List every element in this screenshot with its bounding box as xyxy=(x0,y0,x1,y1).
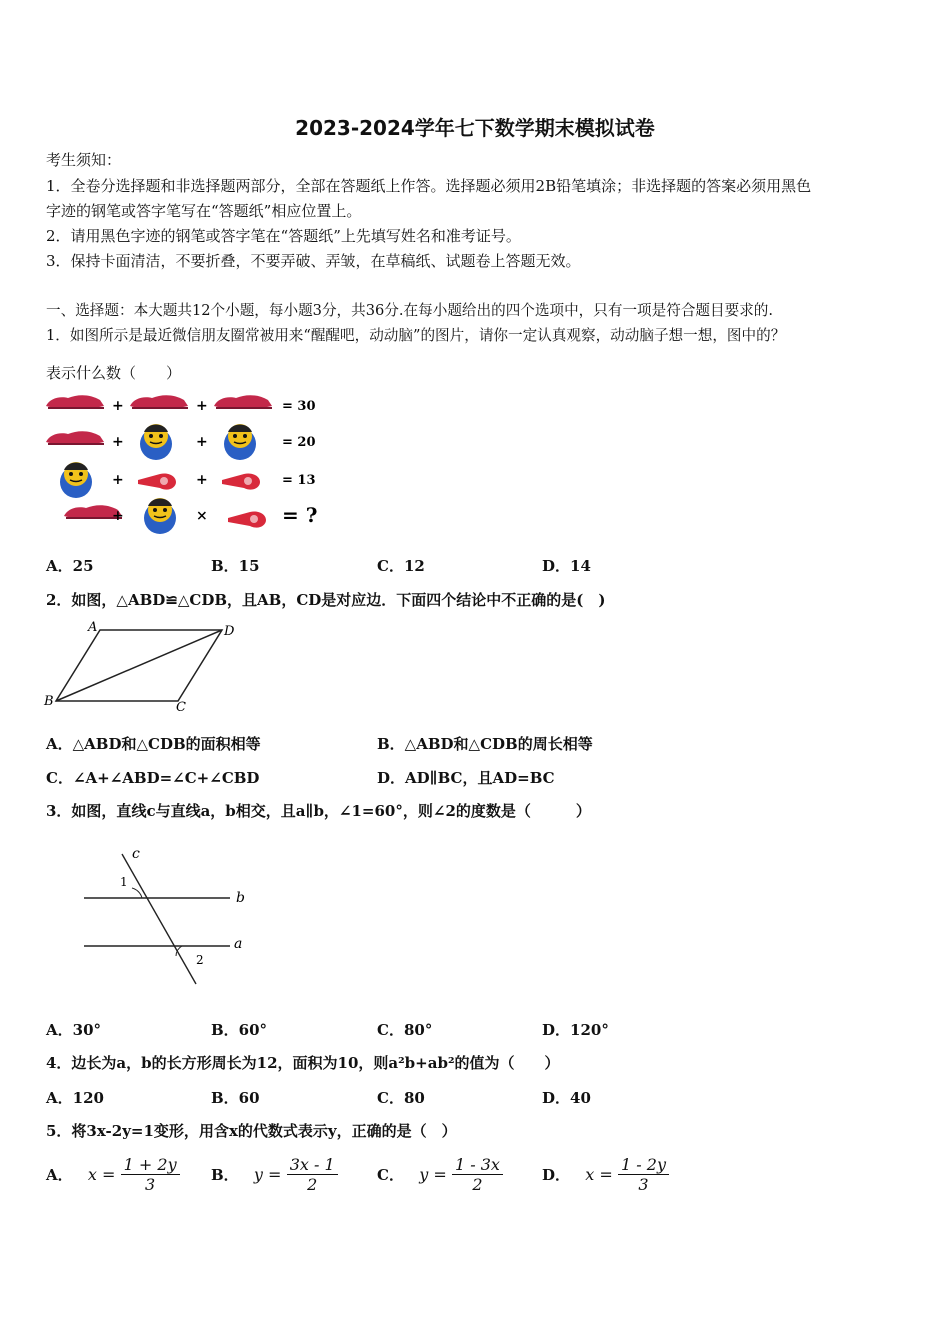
plus-sign: + xyxy=(112,472,124,488)
q3-option-d[interactable]: D．120° xyxy=(542,1021,609,1039)
notice-line-2: 2．请用黑色字迹的钢笔或答字笔在“答题纸”上先填写姓名和准考证号。 xyxy=(46,227,521,245)
q2-option-d[interactable]: D．AD∥BC，且AD=BC xyxy=(377,769,555,787)
q3-parallel-lines-figure xyxy=(70,840,270,990)
notice-line-1b: 字迹的钢笔或答字笔写在“答题纸”相应位置上。 xyxy=(46,202,362,220)
numerator: 1 - 3x xyxy=(452,1155,503,1175)
q4-option-d[interactable]: D．40 xyxy=(542,1089,591,1107)
q4-option-a[interactable]: A．120 xyxy=(46,1089,104,1107)
q2-stem: 2．如图，△ABD≌△CDB，且AB，CD是对应边．下面四个结论中不正确的是( ) xyxy=(46,591,606,609)
numerator: 1 + 2y xyxy=(121,1155,180,1175)
q1-option-c[interactable]: C．12 xyxy=(377,557,425,575)
q5-option-d[interactable] xyxy=(542,1155,669,1194)
q1-eq3-result: = 13 xyxy=(282,473,316,488)
q2-label-b: B xyxy=(44,694,54,709)
q5-option-d-fraction xyxy=(618,1155,669,1194)
q3-option-b[interactable]: B．60° xyxy=(211,1021,268,1039)
notice-line-3: 3．保持卡面清洁，不要折叠，不要弄破、弄皱，在草稿纸、试题卷上答题无效。 xyxy=(46,252,581,270)
notice-line-1a: 1．全卷分选择题和非选择题两部分，全部在答题纸上作答。选择题必须用2B铅笔填涂；非选择题的答案必须用黑色 xyxy=(46,177,812,195)
q4-stem: 4．边长为a，b的长方形周长为12，面积为10，则a²b+ab²的值为（ ） xyxy=(46,1054,560,1072)
q1-stem-b: 表示什么数（ ） xyxy=(46,364,182,382)
q1-eq1-result: = 30 xyxy=(282,399,316,414)
q5-option-b-lhs: y = xyxy=(253,1165,282,1184)
plus-sign: + xyxy=(112,508,124,524)
q5-option-b[interactable] xyxy=(211,1155,338,1194)
q2-parallelogram-figure xyxy=(40,615,250,715)
q3-stem: 3．如图，直线c与直线a，b相交，且a∥b，∠1=60°，则∠2的度数是（ ） xyxy=(46,802,591,820)
plus-sign: + xyxy=(196,434,208,450)
q5-option-b-letter: B． xyxy=(211,1166,239,1184)
q2-label-a: A xyxy=(88,620,98,635)
plus-sign: + xyxy=(112,434,124,450)
times-sign: × xyxy=(196,508,208,524)
q2-option-a[interactable]: A．△ABD和△CDB的面积相等 xyxy=(46,735,261,753)
q3-label-a: a xyxy=(234,936,243,952)
q1-puzzle-figure xyxy=(44,388,344,538)
q5-option-b-fraction xyxy=(287,1155,338,1194)
q1-eq4-result: = ? xyxy=(282,503,318,527)
q3-option-c[interactable]: C．80° xyxy=(377,1021,433,1039)
q5-option-a-fraction xyxy=(121,1155,180,1194)
q5-option-d-letter: D． xyxy=(542,1166,571,1184)
denominator: 3 xyxy=(638,1175,649,1194)
q4-option-b[interactable]: B．60 xyxy=(211,1089,260,1107)
q5-option-c-lhs: y = xyxy=(419,1165,447,1184)
q3-label-c: c xyxy=(132,846,140,862)
q2-option-c[interactable]: C．∠A+∠ABD=∠C+∠CBD xyxy=(46,769,260,787)
q1-option-d[interactable]: D．14 xyxy=(542,557,591,575)
q4-option-c[interactable]: C．80 xyxy=(377,1089,425,1107)
q1-option-a[interactable]: A．25 xyxy=(46,557,94,575)
q1-option-b[interactable]: B．15 xyxy=(211,557,260,575)
q3-label-one: 1 xyxy=(120,875,128,889)
q5-option-c-fraction xyxy=(452,1155,503,1194)
q2-label-d: D xyxy=(224,624,235,639)
denominator: 2 xyxy=(472,1175,483,1194)
q3-label-b: b xyxy=(236,890,245,906)
plus-sign: + xyxy=(112,398,124,414)
plus-sign: + xyxy=(196,398,208,414)
numerator: 1 - 2y xyxy=(618,1155,669,1175)
q5-option-a[interactable] xyxy=(46,1155,180,1194)
q2-label-c: C xyxy=(176,700,186,715)
section-heading: 一、选择题：本大题共12个小题，每小题3分，共36分.在每小题给出的四个选项中，只有一项是符合题目要求的. xyxy=(46,302,774,319)
q2-option-b[interactable]: B．△ABD和△CDB的周长相等 xyxy=(377,735,593,753)
numerator: 3x - 1 xyxy=(287,1155,338,1175)
q5-option-a-lhs: x = xyxy=(87,1165,116,1184)
q5-option-c-letter: C． xyxy=(377,1166,404,1184)
denominator: 3 xyxy=(145,1175,156,1194)
page-title: 2023-2024学年七下数学期末模拟试卷 xyxy=(295,116,655,140)
q1-stem-a: 1．如图所示是最近微信朋友圈常被用来“醒醒吧，动动脑”的图片，请你一定认真观察，动动脑子想一想，图中的？ xyxy=(46,327,786,344)
plus-sign: + xyxy=(196,472,208,488)
denominator: 2 xyxy=(307,1175,318,1194)
q5-option-d-lhs: x = xyxy=(585,1165,613,1184)
q5-stem: 5．将3x-2y=1变形，用含x的代数式表示y，正确的是（ ） xyxy=(46,1122,457,1140)
notice-heading: 考生须知： xyxy=(46,151,122,169)
q1-eq2-result: = 20 xyxy=(282,435,316,450)
q3-option-a[interactable]: A．30° xyxy=(46,1021,102,1039)
q3-label-two: 2 xyxy=(196,953,204,967)
q5-option-c[interactable] xyxy=(377,1155,503,1194)
q5-option-a-letter: A． xyxy=(46,1166,73,1184)
